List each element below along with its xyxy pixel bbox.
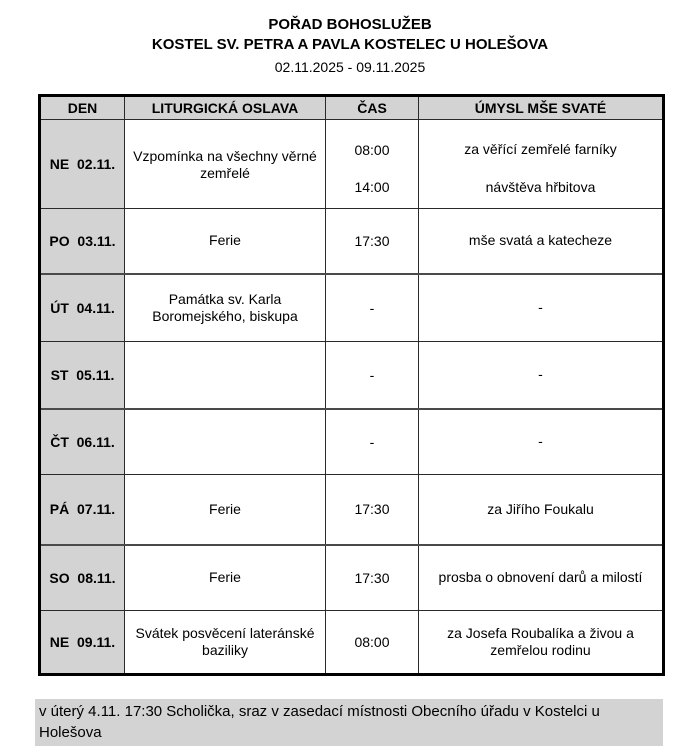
intention-cell — [419, 120, 664, 209]
day-cell: NE 09.11. — [40, 611, 125, 675]
date-range: 02.11.2025 - 09.11.2025 — [274, 59, 426, 75]
intention-entry: návštěva hřbitova — [485, 178, 596, 195]
time-cell: 17:30 — [326, 209, 419, 274]
time-cell: - — [326, 409, 419, 475]
time-cell: 08:00 — [326, 611, 419, 675]
table-row — [40, 545, 664, 611]
intention-entry: za věřící zemřelé farníky — [464, 140, 617, 157]
liturgy-cell: Ferie — [125, 475, 326, 545]
time-cell: - — [326, 342, 419, 409]
liturgy-cell — [125, 409, 326, 475]
time-cell: - — [326, 274, 419, 342]
intention-cell: - — [419, 342, 664, 409]
col-header-time: ČAS — [326, 96, 419, 120]
liturgy-cell: Ferie — [125, 209, 326, 274]
time-cell: 17:30 — [326, 475, 419, 545]
liturgy-cell: Památka sv. Karla Boromejského, biskupa — [125, 274, 326, 342]
footer-note: v úterý 4.11. 17:30 Scholička, sraz v zasedací místnosti Obecního úřadu v Kostelci u Holešova — [35, 699, 663, 746]
col-header-liturgy: LITURGICKÁ OSLAVA — [125, 96, 326, 120]
time-cell — [326, 120, 419, 209]
day-cell: ST 05.11. — [40, 342, 125, 409]
day-cell: SO 08.11. — [40, 545, 125, 611]
liturgy-cell: Svátek posvěcení lateránské baziliky — [125, 611, 326, 675]
table-row — [40, 274, 664, 342]
intention-cell: mše svatá a katecheze — [419, 209, 664, 274]
liturgy-cell: Ferie — [125, 545, 326, 611]
intention-cell: za Josefa Roubalíka a živou a zemřelou rodinu — [419, 611, 664, 675]
intention-cell: za Jiřího Foukalu — [419, 475, 664, 545]
table-row — [40, 611, 664, 675]
table-row — [40, 475, 664, 545]
table-row — [40, 409, 664, 475]
church-name: KOSTEL SV. PETRA A PAVLA KOSTELEC U HOLEŠOVA — [151, 36, 549, 53]
time-cell: 17:30 — [326, 545, 419, 611]
liturgy-cell — [125, 342, 326, 409]
time-entry: 08:00 — [354, 141, 390, 158]
col-header-intention: ÚMYSL MŠE SVATÉ — [419, 96, 664, 120]
day-cell: PO 03.11. — [40, 209, 125, 274]
intention-cell: prosba o obnovení darů a milostí — [419, 545, 664, 611]
day-cell: PÁ 07.11. — [40, 475, 125, 545]
intention-cell: - — [419, 409, 664, 475]
page-title: POŘAD BOHOSLUŽEB — [268, 16, 432, 33]
intention-cell: - — [419, 274, 664, 342]
table-header-row — [40, 96, 664, 120]
time-entry: 14:00 — [354, 178, 390, 195]
schedule-table — [38, 94, 665, 676]
day-cell: ÚT 04.11. — [40, 274, 125, 342]
table-row — [40, 209, 664, 274]
table-row — [40, 342, 664, 409]
liturgy-cell — [125, 120, 326, 209]
table-row — [40, 120, 664, 209]
day-cell: NE 02.11. — [40, 120, 125, 209]
day-cell: ČT 06.11. — [40, 409, 125, 475]
liturgy-text: Vzpomínka na všechny věrné zemřelé — [133, 148, 317, 181]
col-header-day: DEN — [40, 96, 125, 120]
document-header — [0, 0, 700, 77]
